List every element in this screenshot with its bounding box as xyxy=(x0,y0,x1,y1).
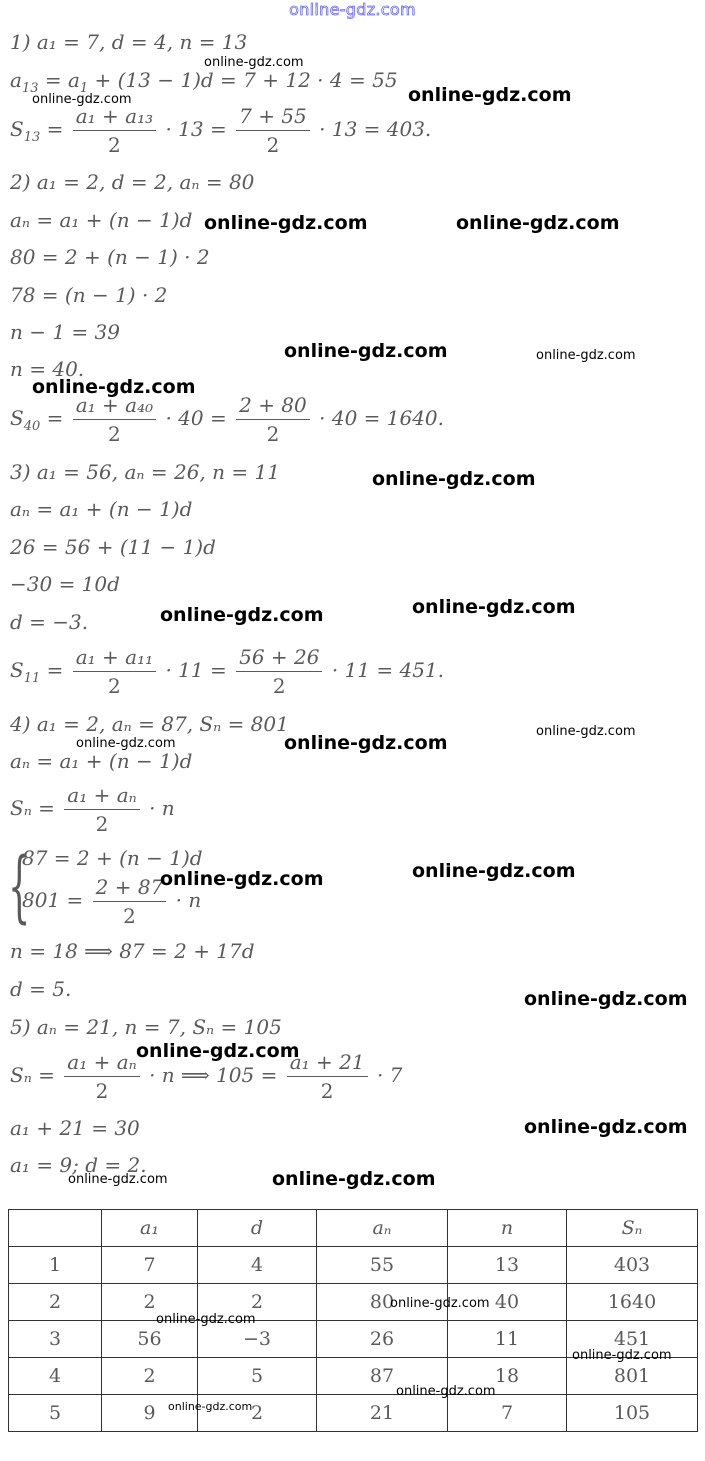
table-cell: 13 xyxy=(448,1247,567,1284)
table-cell: 21 xyxy=(317,1395,448,1432)
table-cell: 403 xyxy=(567,1247,698,1284)
p1-given: 1) a₁ = 7, d = 4, n = 13 xyxy=(10,30,248,54)
table-cell: 87 xyxy=(317,1358,448,1395)
watermark: online-gdz.com xyxy=(536,348,636,363)
table-header-row xyxy=(9,1210,698,1247)
p2-step: 80 = 2 + (n − 1) · 2 xyxy=(10,245,210,269)
p4-system-eq1: 87 = 2 + (n − 1)d xyxy=(22,846,203,870)
watermark: online-gdz.com xyxy=(536,724,636,739)
table-cell: −3 xyxy=(198,1321,317,1358)
p5-step: a₁ + 21 = 30 xyxy=(10,1116,140,1140)
table-cell: 5 xyxy=(9,1395,102,1432)
table-cell: 4 xyxy=(9,1358,102,1395)
column-header xyxy=(9,1210,102,1247)
p5-step: a₁ = 9; d = 2. xyxy=(10,1153,147,1177)
watermark: online-gdz.com xyxy=(272,1168,436,1190)
watermark: online-gdz.com xyxy=(156,1312,256,1327)
p2-step: aₙ = a₁ + (n − 1)d xyxy=(10,208,193,232)
p3-step: d = −3. xyxy=(10,610,89,634)
watermark: online-gdz.com xyxy=(396,1384,496,1399)
table-cell: 18 xyxy=(448,1358,567,1395)
column-header: d xyxy=(198,1210,317,1247)
table-cell: 80 xyxy=(317,1284,448,1321)
table-cell: 2 xyxy=(9,1284,102,1321)
p4-step: d = 5. xyxy=(10,977,72,1001)
fraction: $\frac{56 + 26}{2}$ xyxy=(236,645,322,698)
p3-step: −30 = 10d xyxy=(10,572,120,596)
table-cell: 2 xyxy=(102,1284,198,1321)
p4-system-eq2: 801 = $\frac{2 + 87}{2}$ · n xyxy=(22,875,202,928)
p2-given: 2) a₁ = 2, d = 2, aₙ = 80 xyxy=(10,170,255,194)
p1-s13-line: $S_{13}$ = $\frac{\text{a₁ + a₁₃}}{2}$ · 13 = $\frac{7 + 55}{2}$ · 13 = 403. xyxy=(10,104,432,157)
table-cell: 5 xyxy=(198,1358,317,1395)
watermark: online-gdz.com xyxy=(76,736,176,751)
watermark: online-gdz.com xyxy=(412,860,576,882)
table-row xyxy=(9,1247,698,1284)
table-cell: 1 xyxy=(9,1247,102,1284)
table-row xyxy=(9,1284,698,1321)
p4-sn-line: Sₙ = $\frac{\text{a₁ + aₙ}}{2}$ · n xyxy=(10,783,175,836)
watermark: online-gdz.com xyxy=(68,1172,168,1187)
p5-given: 5) aₙ = 21, n = 7, Sₙ = 105 xyxy=(10,1015,282,1039)
watermark: online-gdz.com xyxy=(136,1040,300,1062)
fraction: $\frac{\text{a₁ + 21}}{2}$ xyxy=(287,1050,368,1103)
table-cell: 2 xyxy=(198,1395,317,1432)
fraction: $\frac{\text{a₁ + a₁₃}}{2}$ xyxy=(73,104,156,157)
watermark: online-gdz.com xyxy=(524,988,688,1010)
table-cell: 11 xyxy=(448,1321,567,1358)
fraction: $\frac{\text{a₁ + a₄₀}}{2}$ xyxy=(73,393,156,446)
p1-a13-line: $a_{13} = a_1 + (13 - 1)d = 7 + 12 \cdot 4 = 55$ xyxy=(10,68,398,96)
fraction: $\frac{2 + 87}{2}$ xyxy=(93,875,167,928)
watermark: online-gdz.com xyxy=(390,1296,490,1311)
column-header: n xyxy=(448,1210,567,1247)
table-cell: 451 xyxy=(567,1321,698,1358)
watermark: online-gdz.com xyxy=(412,596,576,618)
watermark: online-gdz.com xyxy=(372,468,536,490)
fraction: $\frac{\text{a₁ + aₙ}}{2}$ xyxy=(64,1050,139,1103)
system-brace: { xyxy=(8,842,31,932)
p4-given: 4) a₁ = 2, aₙ = 87, Sₙ = 801 xyxy=(10,712,289,736)
column-header: a₁ xyxy=(102,1210,198,1247)
fraction: $\frac{7 + 55}{2}$ xyxy=(236,104,310,157)
p2-step: 78 = (n − 1) · 2 xyxy=(10,283,168,307)
table-cell: 3 xyxy=(9,1321,102,1358)
table-cell: 2 xyxy=(198,1284,317,1321)
watermark: online-gdz.com xyxy=(408,84,572,106)
table-cell: 56 xyxy=(102,1321,198,1358)
watermark: online-gdz.com xyxy=(168,1400,253,1413)
table-cell: 55 xyxy=(317,1247,448,1284)
watermark: online-gdz.com xyxy=(456,212,620,234)
table-cell: 7 xyxy=(102,1247,198,1284)
p3-step: 26 = 56 + (11 − 1)d xyxy=(10,535,216,559)
p2-step: n = 40. xyxy=(10,357,85,381)
p3-s11-line: $S_{11}$ = $\frac{\text{a₁ + a₁₁}}{2}$ · 11 = $\frac{56 + 26}{2}$ · 11 = 451. xyxy=(10,645,445,698)
p3-given: 3) a₁ = 56, aₙ = 26, n = 11 xyxy=(10,460,280,484)
summary-table xyxy=(8,1209,698,1432)
watermark: online-gdz.com xyxy=(204,55,304,70)
column-header: aₙ xyxy=(317,1210,448,1247)
table-row xyxy=(9,1395,698,1432)
fraction: $\frac{\text{a₁ + a₁₁}}{2}$ xyxy=(73,645,156,698)
table-cell: 26 xyxy=(317,1321,448,1358)
top-watermark: online-gdz.com xyxy=(289,0,416,19)
p2-step: n − 1 = 39 xyxy=(10,320,120,344)
table-cell: 9 xyxy=(102,1395,198,1432)
table-cell: 40 xyxy=(448,1284,567,1321)
table-row xyxy=(9,1358,698,1395)
p4-step: aₙ = a₁ + (n − 1)d xyxy=(10,749,193,773)
watermark: online-gdz.com xyxy=(284,732,448,754)
watermark: online-gdz.com xyxy=(160,868,324,890)
watermark: online-gdz.com xyxy=(572,1348,672,1363)
fraction: $\frac{2 + 80}{2}$ xyxy=(236,393,310,446)
table-cell: 105 xyxy=(567,1395,698,1432)
table-cell: 4 xyxy=(198,1247,317,1284)
watermark: online-gdz.com xyxy=(32,376,196,398)
fraction: $\frac{\text{a₁ + aₙ}}{2}$ xyxy=(64,783,139,836)
table-cell: 2 xyxy=(102,1358,198,1395)
table-cell: 801 xyxy=(567,1358,698,1395)
p2-s40-line: $S_{40}$ = $\frac{\text{a₁ + a₄₀}}{2}$ · 40 = $\frac{2 + 80}{2}$ · 40 = 1640. xyxy=(10,393,445,446)
watermark: online-gdz.com xyxy=(160,604,324,626)
p5-sn-line: Sₙ = $\frac{\text{a₁ + aₙ}}{2}$ · n ⟹ 105 = $\frac{\text{a₁ + 21}}{2}$ · 7 xyxy=(10,1050,403,1103)
watermark: online-gdz.com xyxy=(204,212,368,234)
table-cell: 1640 xyxy=(567,1284,698,1321)
watermark: online-gdz.com xyxy=(284,340,448,362)
watermark: online-gdz.com xyxy=(524,1116,688,1138)
watermark: online-gdz.com xyxy=(32,92,132,107)
p3-step: aₙ = a₁ + (n − 1)d xyxy=(10,497,193,521)
table-cell: 7 xyxy=(448,1395,567,1432)
p4-step: n = 18 ⟹ 87 = 2 + 17d xyxy=(10,939,255,963)
column-header: Sₙ xyxy=(567,1210,698,1247)
